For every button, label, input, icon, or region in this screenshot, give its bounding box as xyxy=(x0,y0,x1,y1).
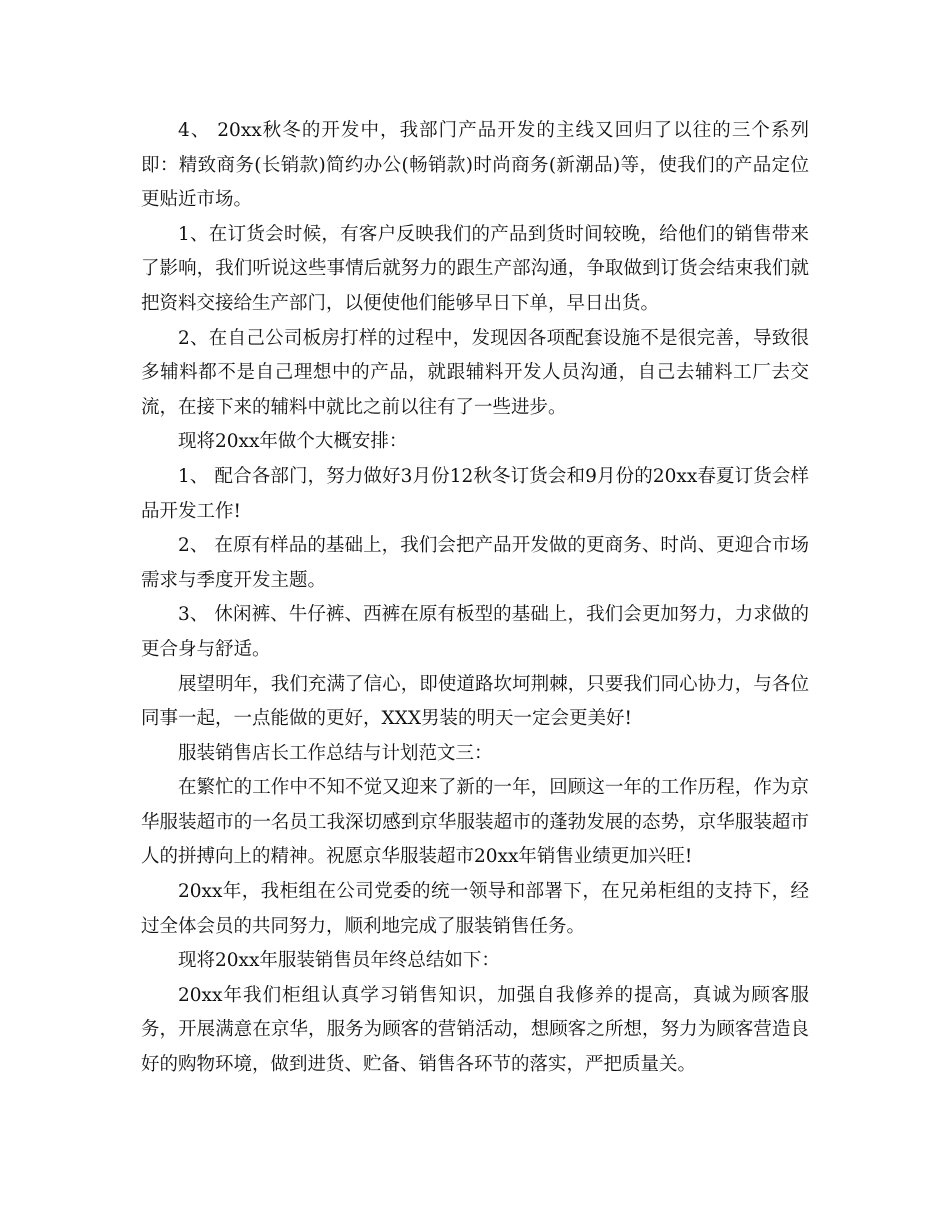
paragraph-accessories: 2、在自己公司板房打样的过程中，发现因各项配套设施不是很完善，导致很多辅料都不是自己理想中的产品，就跟辅料开发人员沟通，自己去辅料工厂去交流，在接下来的辅料中就比之前以往有了一些进步。 xyxy=(141,327,809,418)
paragraph-order-meeting: 1、在订货会时候，有客户反映我们的产品到货时间较晚，给他们的销售带来了影响，我们听说这些事情后就努力的跟生产部沟通，争取做到订货会结束我们就把资料交接给生产部门，以便使他们能够早日下单，早日出货。 xyxy=(141,223,809,314)
paragraph-product-lines: 4、 20xx秋冬的开发中，我部门产品开发的主线又回归了以往的三个系列即：精致商务(长销款)简约办公(畅销款)时尚商务(新潮品)等，使我们的产品定位更贴近市场。 xyxy=(141,120,809,211)
paragraph-plan-item-2: 2、 在原有样品的基础上，我们会把产品开发做的更商务、时尚、更迎合市场需求与季度开发主题。 xyxy=(141,535,809,591)
section-heading: 服装销售店长工作总结与计划范文三： xyxy=(178,742,493,764)
paragraph-new-year: 在繁忙的工作中不知不觉又迎来了新的一年，回顾这一年的工作历程，作为京华服装超市的一名员工我深切感到京华服装超市的蓬勃发展的态势，京华服装超市人的拼搏向上的精神。祝愿京华服装超市20xx年销售业绩更加兴旺! xyxy=(141,777,809,868)
paragraph-summary-intro: 现将20xx年服装销售员年终总结如下： xyxy=(178,950,500,972)
paragraph-task-complete: 20xx年，我柜组在公司党委的统一领导和部署下，在兄弟柜组的支持下，经过全体会员的共同努力，顺利地完成了服装销售任务。 xyxy=(141,881,809,937)
paragraph-outlook: 展望明年，我们充满了信心，即使道路坎坷荆棘，只要我们同心协力，与各位同事一起，一点能做的更好，XXX男装的明天一定会更美好! xyxy=(141,673,809,730)
document-body xyxy=(141,114,809,1083)
paragraph-plan-item-1: 1、 配合各部门，努力做好3月份12秋冬订货会和9月份的20xx春夏订货会样品开发工作! xyxy=(141,465,809,522)
paragraph-plan-item-3: 3、 休闲裤、牛仔裤、西裤在原有板型的基础上，我们会更加努力，力求做的更合身与舒适。 xyxy=(141,604,809,660)
paragraph-plan-intro: 现将20xx年做个大概安排： xyxy=(178,431,408,453)
paragraph-sales-study: 20xx年我们柜组认真学习销售知识，加强自我修养的提高，真诚为顾客服务，开展满意在京华，服务为顾客的营销活动，想顾客之所想，努力为顾客营造良好的购物环境，做到进货、贮备、销售各环节的落实，严把质量关。 xyxy=(141,984,809,1076)
